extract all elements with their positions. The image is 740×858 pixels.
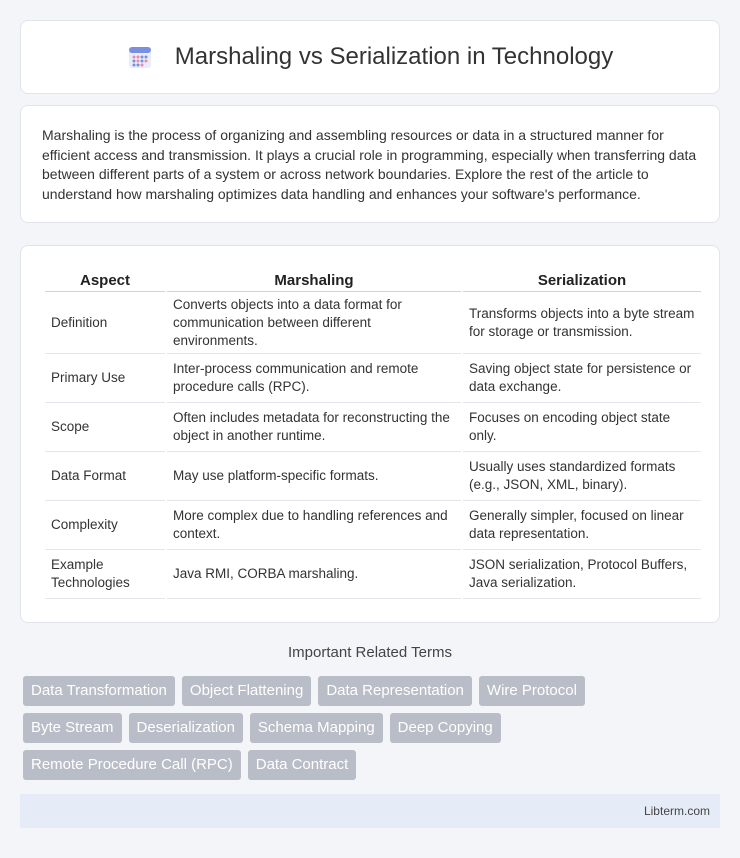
related-terms-list (23, 676, 723, 787)
comparison-table-card (20, 245, 720, 623)
table-cell: More complex due to handling references and context. (167, 501, 461, 550)
header-aspect: Aspect (45, 266, 165, 292)
table-row (45, 501, 701, 550)
related-term-tag[interactable]: Data Transformation (23, 676, 175, 706)
related-term-tag[interactable]: Remote Procedure Call (RPC) (23, 750, 241, 780)
table-cell: Complexity (45, 501, 165, 550)
header-marshaling: Marshaling (167, 266, 461, 292)
related-term-tag[interactable]: Deep Copying (390, 713, 501, 743)
intro-text: Marshaling is the process of organizing and assembling resources or data in a structured manner for efficient access and transmission. It plays a crucial role in programming, especially when transferring data between different parts of a system or across network boundaries. Explore the rest of the article to understand how marshaling optimizes data handling and enhances your software's performance. (42, 127, 697, 202)
related-term-tag[interactable]: Schema Mapping (250, 713, 383, 743)
table-row (45, 550, 701, 599)
table-cell: May use platform-specific formats. (167, 452, 461, 501)
comparison-table (43, 266, 703, 599)
table-cell: Generally simpler, focused on linear data representation. (463, 501, 701, 550)
table-cell: Example Technologies (45, 550, 165, 599)
table-cell: Data Format (45, 452, 165, 501)
related-term-tag[interactable]: Data Contract (248, 750, 357, 780)
calendar-grid-icon (127, 44, 153, 70)
table-cell: Saving object state for persistence or data exchange. (463, 354, 701, 403)
table-cell: Usually uses standardized formats (e.g., JSON, XML, binary). (463, 452, 701, 501)
header-serialization: Serialization (463, 266, 701, 292)
related-term-tag[interactable]: Wire Protocol (479, 676, 585, 706)
table-cell: Java RMI, CORBA marshaling. (167, 550, 461, 599)
table-cell: Scope (45, 403, 165, 452)
related-term-tag[interactable]: Byte Stream (23, 713, 122, 743)
table-header-row (45, 266, 701, 292)
related-term-tag[interactable]: Object Flattening (182, 676, 311, 706)
table-row (45, 292, 701, 354)
related-term-tag[interactable]: Data Representation (318, 676, 472, 706)
table-cell: Primary Use (45, 354, 165, 403)
table-row (45, 403, 701, 452)
related-term-tag[interactable]: Deserialization (129, 713, 243, 743)
intro-card (20, 105, 720, 223)
table-cell: Inter-process communication and remote procedure calls (RPC). (167, 354, 461, 403)
related-terms-title: Important Related Terms (288, 644, 452, 661)
table-cell: Transforms objects into a byte stream for storage or transmission. (463, 292, 701, 354)
page-title: Marshaling vs Serialization in Technology (174, 43, 614, 70)
table-cell: Converts objects into a data format for communication between different environments. (167, 292, 461, 354)
footer-site-link[interactable]: Libterm.com (643, 804, 710, 818)
table-cell: Focuses on encoding object state only. (463, 403, 701, 452)
table-cell: JSON serialization, Protocol Buffers, Java serialization. (463, 550, 701, 599)
footer (20, 794, 720, 828)
table-cell: Often includes metadata for reconstructing the object in another runtime. (167, 403, 461, 452)
table-row (45, 354, 701, 403)
table-cell: Definition (45, 292, 165, 354)
table-row (45, 452, 701, 501)
header-card (20, 20, 720, 94)
